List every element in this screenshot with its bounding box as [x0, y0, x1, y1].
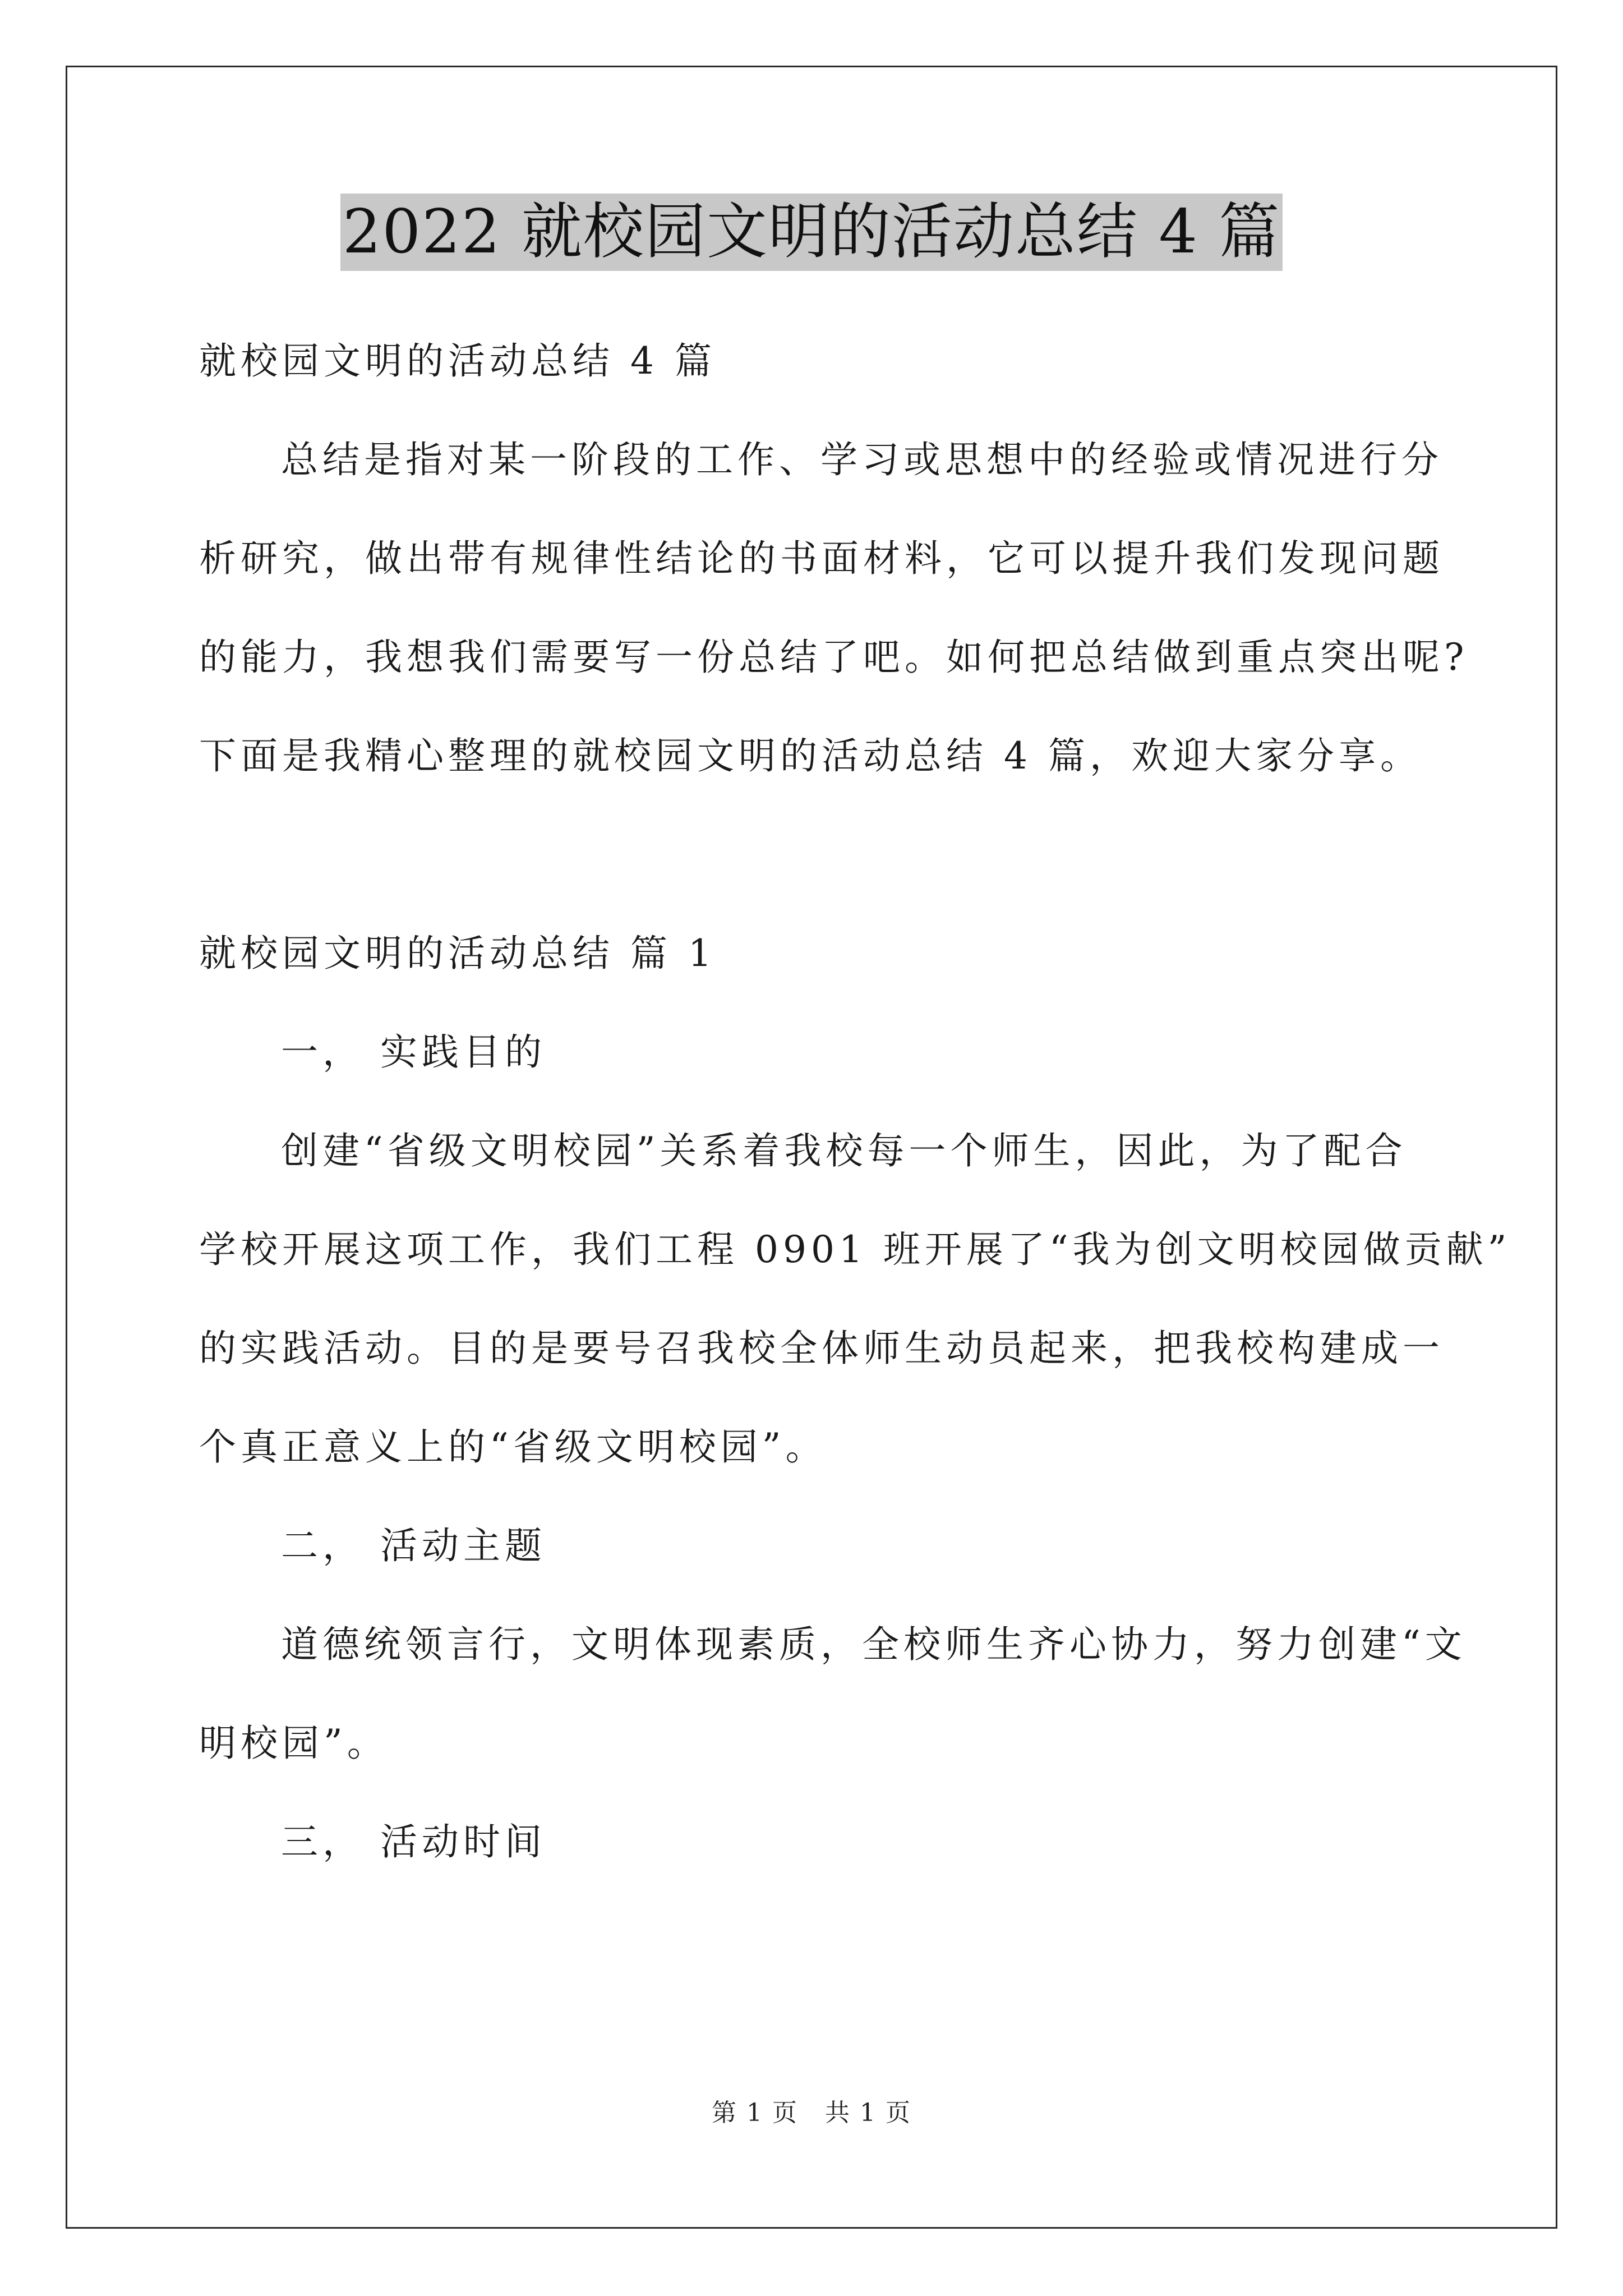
intro-line-2: 析研究，做出带有规律性结论的书面材料，它可以提升我们发现问题 [199, 537, 1444, 580]
page-footer [0, 2092, 1623, 2128]
subheading-1: 一， 实践目的 [281, 1030, 546, 1074]
para-1-line-3: 的实践活动。目的是要号召我校全体师生动员起来，把我校构建成一 [199, 1327, 1444, 1370]
subheading-2: 二， 活动主题 [281, 1524, 546, 1567]
subheading-3: 三， 活动时间 [281, 1820, 546, 1864]
para-1-line-4: 个真正意义上的“省级文明校园”。 [199, 1425, 827, 1469]
intro-line-4: 下面是我精心整理的就校园文明的活动总结 4 篇，欢迎大家分享。 [199, 734, 1422, 777]
para-1-line-2: 学校开展这项工作，我们工程 0901 班开展了“我为创文明校园做贡献” [199, 1228, 1511, 1271]
page-total: 共 1 页 [825, 2099, 911, 2127]
page-number: 第 1 页 [712, 2099, 798, 2127]
para-2-line-2: 明校园”。 [199, 1722, 389, 1765]
heading-line: 就校园文明的活动总结 4 篇 [199, 339, 716, 383]
document-title[interactable]: 2022 就校园文明的活动总结 4 篇 [340, 194, 1283, 271]
intro-line-3: 的能力，我想我们需要写一份总结了吧。如何把总结做到重点突出呢? [199, 636, 1469, 679]
intro-line-1: 总结是指对某一阶段的工作、学习或思想中的经验或情况进行分 [281, 438, 1443, 481]
para-2-line-1: 道德统领言行，文明体现素质，全校师生齐心协力，努力创建“文 [281, 1623, 1467, 1666]
para-1-line-1: 创建“省级文明校园”关系着我校每一个师生，因此，为了配合 [281, 1129, 1407, 1172]
blank-line [199, 806, 1433, 904]
title-container [0, 194, 1623, 271]
document-body [199, 312, 1511, 1892]
section-1-heading: 就校园文明的活动总结 篇 1 [199, 932, 716, 975]
